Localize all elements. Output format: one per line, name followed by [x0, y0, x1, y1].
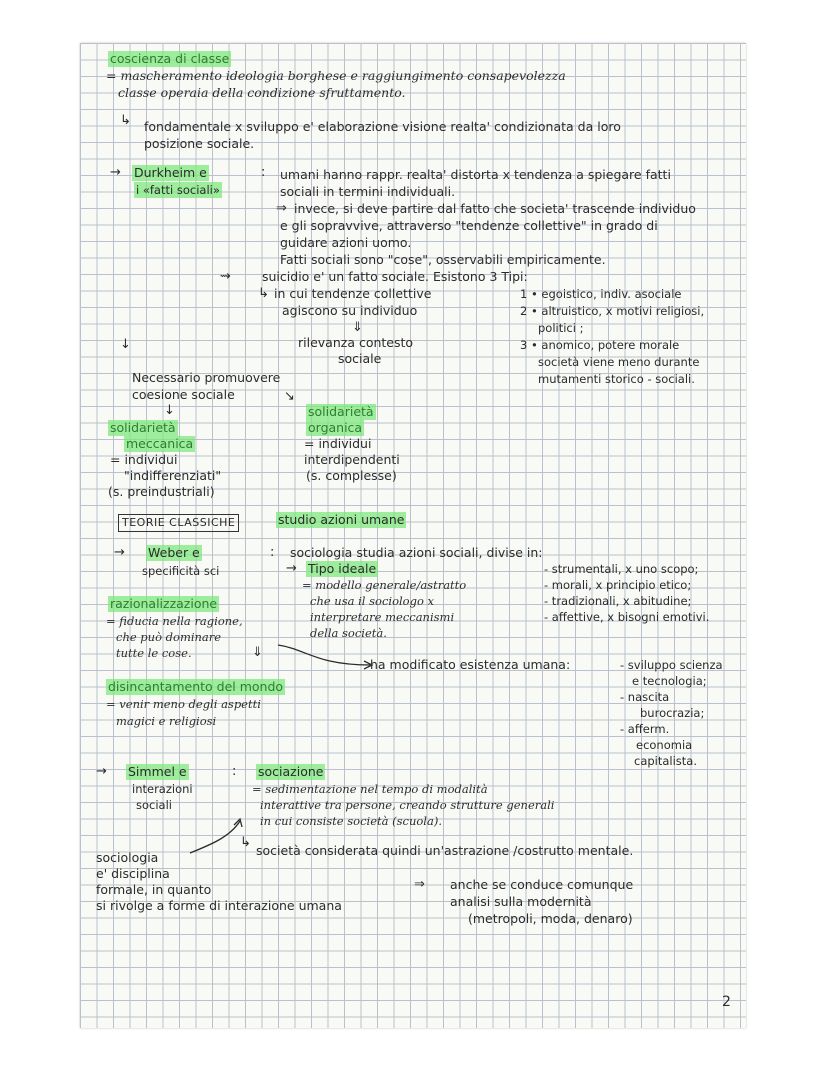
curved-arrow-icon [276, 641, 376, 671]
disincantamento-line1: = venir meno degli aspetti [106, 697, 261, 711]
meccanica-line2: "indifferenziati" [124, 468, 222, 483]
weber-subtitle: specificità sci [142, 564, 220, 578]
heading-simmel: Simmel e [128, 764, 187, 779]
razionalizzazione-line1: = fiducia nella ragione, [106, 614, 243, 628]
tipo-suicidio-2: 2 • altruistico, x motivi religiosi, [520, 304, 705, 318]
down-double-arrow-icon: ⇓ [252, 645, 263, 660]
heading-solidarieta-meccanica-cont: meccanica [126, 436, 194, 451]
simmel-sub2: sociali [136, 798, 172, 812]
down-double-arrow-icon: ⇓ [352, 320, 363, 335]
page-number: 2 [722, 994, 731, 1010]
tipo-ideale-line3: interpretare meccanismi [310, 610, 455, 624]
effetto-scienza-cont: e tecnologia; [632, 674, 707, 688]
durkheim-subtitle: i «fatti sociali» [136, 183, 220, 197]
heading-razionalizzazione: razionalizzazione [110, 596, 218, 611]
heading-solidarieta-organica-cont: organica [308, 420, 363, 435]
coesione-line1: Necessario promuovere [132, 370, 281, 385]
suicidio-line: suicidio e' un fatto sociale. Esistono 3 Tipi: [262, 269, 528, 284]
durkheim-text-line1: umani hanno rappr. realta' distorta x tendenza a spiegare fatti [280, 167, 671, 182]
tipo-suicidio-2-cont: politici ; [538, 321, 584, 335]
azione-affettiva: - affettive, x bisogni emotivi. [544, 610, 710, 624]
effetto-burocrazia-cont: burocrazia; [640, 706, 705, 720]
heading-disincantamento: disincantamento del mondo [108, 679, 284, 694]
coscienza-definition-line2: classe operaia della condizione sfruttamento. [118, 85, 406, 100]
coscienza-note-line2: posizione sociale. [144, 136, 255, 151]
tipo-suicidio-3-cont2: mutamenti storico - sociali. [538, 372, 695, 386]
down-arrow-icon: ↓ [164, 403, 175, 418]
organica-line3: (s. complesse) [306, 468, 397, 483]
razionalizzazione-line2: che può dominare [116, 630, 222, 644]
formale-line3: formale, in quanto [96, 882, 212, 897]
colon-separator: : [261, 165, 266, 180]
teorie-classiche-label: TEORIE CLASSICHE [118, 514, 239, 532]
astrazione-line: società considerata quindi un'astrazione /costrutto mentale. [256, 843, 634, 858]
heading-coscienza-di-classe: coscienza di classe [110, 51, 230, 66]
disincantamento-line2: magici e religiosi [116, 714, 217, 728]
down-right-arrow-icon: ↘ [284, 389, 295, 404]
effetto-economia: - afferm. [620, 722, 670, 736]
effetto-economia-cont2: capitalista. [634, 754, 698, 768]
coscienza-note-line1: fondamentale x sviluppo e' elaborazione visione realta' condizionata da loro [144, 119, 621, 134]
coesione-line2: coesione sociale [132, 387, 235, 402]
modificato-line: ha modificato esistenza umana: [370, 657, 571, 672]
wavy-arrow-icon: ⇝ [220, 269, 231, 284]
tipo-ideale-line2: che usa il sociologo x [310, 594, 435, 608]
notebook-page [80, 43, 746, 1028]
effetto-burocrazia: - nascita [620, 690, 670, 704]
colon-separator: : [232, 764, 237, 779]
double-arrow-icon: ⇒ [276, 201, 287, 216]
sociazione-line3: in cui consiste società (scuola). [260, 814, 442, 828]
tipo-suicidio-3-cont1: società viene meno durante [538, 355, 700, 369]
return-arrow-icon: ↳ [120, 113, 131, 128]
meccanica-line1: = individui [110, 452, 178, 467]
effetto-economia-cont1: economia [636, 738, 693, 752]
azione-tradizionale: - tradizionali, x abitudine; [544, 594, 692, 608]
organica-line1: = individui [304, 436, 372, 451]
rilevanza-line2: sociale [338, 351, 382, 366]
durkheim-text-line5: guidare azioni uomo. [280, 235, 412, 250]
durkheim-text-line3: invece, si deve partire dal fatto che societa' trascende individuo [294, 201, 696, 216]
rilevanza-line1: rilevanza contesto [298, 335, 414, 350]
tipo-suicidio-1: 1 • egoistico, indiv. asociale [520, 287, 682, 301]
heading-tipo-ideale: Tipo ideale [308, 561, 377, 576]
simmel-sub1: interazioni [132, 782, 193, 796]
organica-line2: interdipendenti [304, 452, 400, 467]
heading-solidarieta-meccanica: solidarietà [110, 420, 176, 435]
heading-durkheim: Durkheim e [134, 165, 207, 180]
double-arrow-icon: ⇒ [414, 877, 425, 892]
right-arrow-icon: → [114, 545, 125, 560]
tipo-ideale-line4: della società. [310, 626, 387, 640]
sociazione-line2: interattive tra persone, creando strutture generali [260, 798, 555, 812]
up-arrow-icon [186, 817, 246, 857]
formale-line2: e' disciplina [96, 866, 170, 881]
sociazione-line1: = sedimentazione nel tempo di modalità [252, 782, 488, 796]
conclusione-line1: anche se conduce comunque [450, 877, 634, 892]
heading-studio-azioni-umane: studio azioni umane [278, 512, 405, 527]
effetto-scienza: - sviluppo scienza [620, 658, 723, 672]
durkheim-text-line6: Fatti sociali sono "cose", osservabili empiricamente. [280, 252, 606, 267]
tipo-ideale-line1: = modello generale/astratto [302, 578, 467, 592]
weber-intro: sociologia studia azioni sociali, divise in: [290, 545, 543, 560]
tendenze-line2: agiscono su individuo [282, 303, 418, 318]
azione-morale: - morali, x principio etico; [544, 578, 692, 592]
right-arrow-icon: → [96, 764, 107, 779]
heading-weber: Weber e [148, 545, 200, 560]
right-arrow-icon: → [286, 561, 297, 576]
durkheim-text-line2: sociali in termini individuali. [280, 184, 456, 199]
formale-line4: si rivolge a forme di interazione umana [96, 898, 342, 913]
durkheim-text-line4: e gli sopravvive, attraverso "tendenze collettive" in grado di [280, 218, 658, 233]
conclusione-line3: (metropoli, moda, denaro) [468, 911, 633, 926]
formale-line1: sociologia [96, 850, 159, 865]
conclusione-line2: analisi sulla modernità [450, 894, 592, 909]
razionalizzazione-line3: tutte le cose. [116, 646, 192, 660]
coscienza-definition-line1: = mascheramento ideologia borghese e raggiungimento consapevolezza [106, 68, 566, 83]
right-arrow-icon: → [110, 165, 121, 180]
colon-separator: : [270, 545, 275, 560]
meccanica-line3: (s. preindustriali) [108, 484, 215, 499]
heading-sociazione: sociazione [258, 764, 324, 779]
tipo-suicidio-3: 3 • anomico, potere morale [520, 338, 680, 352]
heading-solidarieta-organica: solidarietà [308, 404, 374, 419]
return-arrow-icon: ↳ [240, 835, 251, 850]
return-arrow-icon: ↳ [258, 286, 269, 301]
down-arrow-icon: ↓ [120, 337, 131, 352]
azione-strumentale: - strumentali, x uno scopo; [544, 562, 699, 576]
tendenze-line1: in cui tendenze collettive [274, 286, 432, 301]
